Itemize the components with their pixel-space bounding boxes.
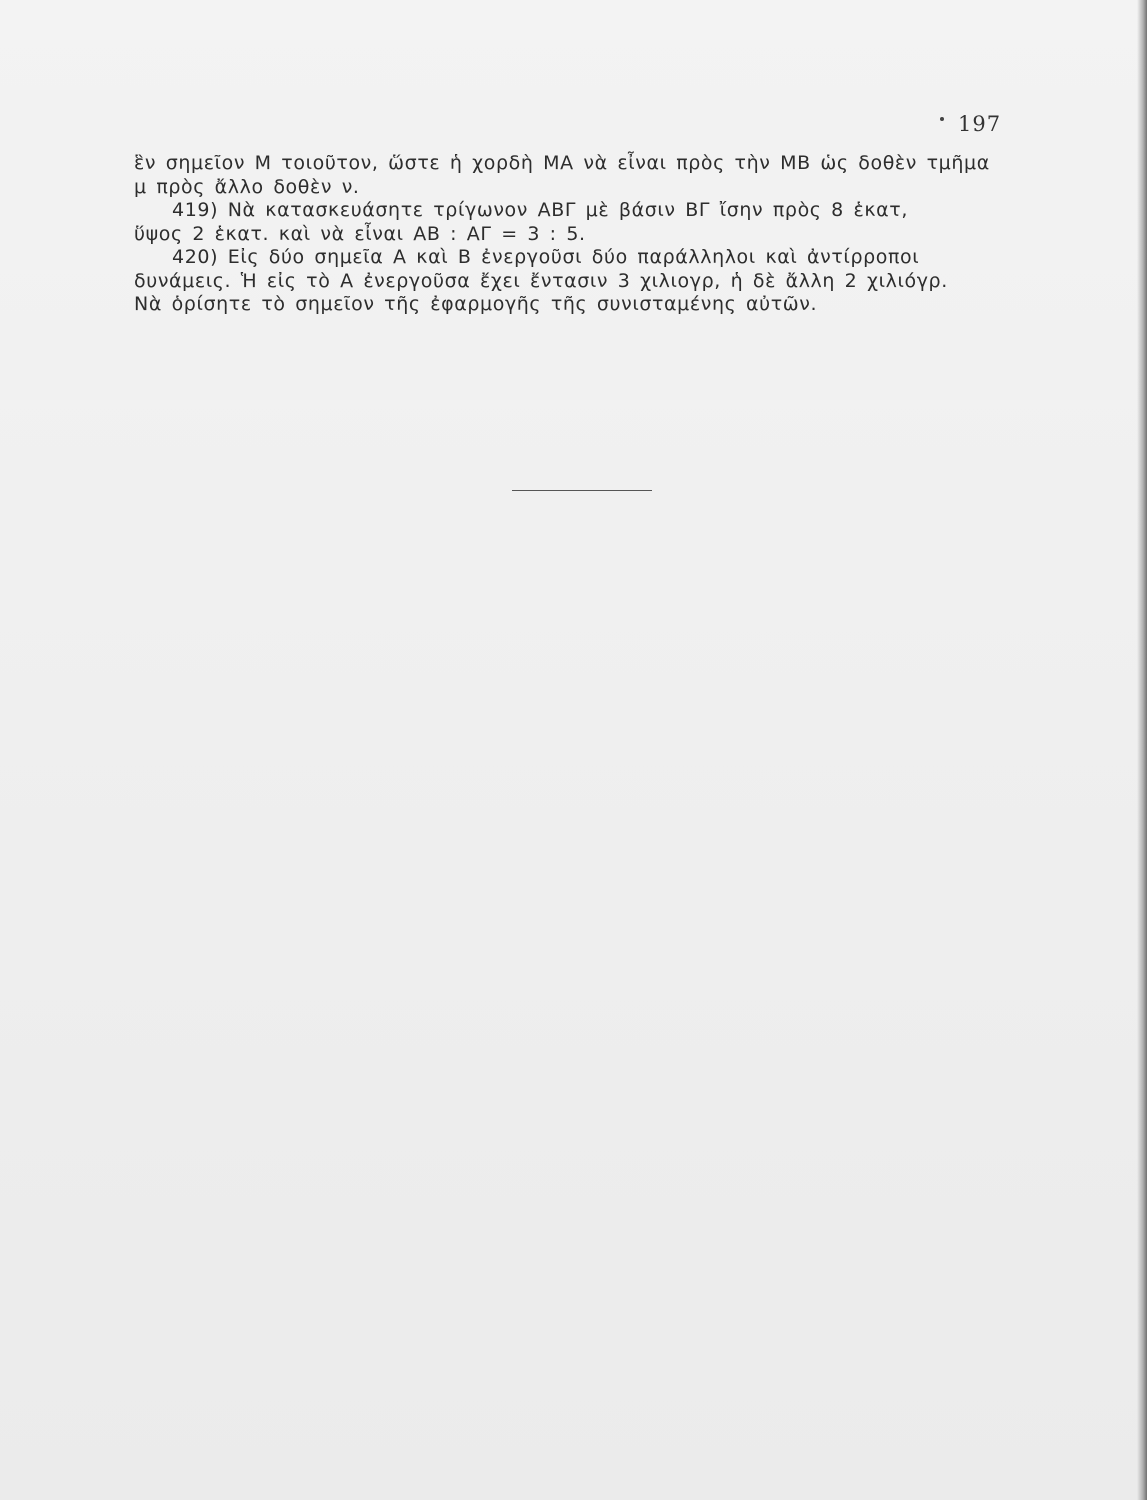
text-line: Νὰ ὁρίσητε τὸ σημεῖον τῆς ἐφαρμογῆς τῆς συνισταμένης αὐτῶν. xyxy=(134,293,818,315)
page-body xyxy=(134,152,1006,317)
page-number: 197 xyxy=(958,112,1002,136)
continuation-paragraph xyxy=(134,152,1006,199)
text-line: ὕψος 2 ἑκατ. καὶ νὰ εἶναι ΑΒ : ΑΓ = 3 : 5. xyxy=(134,222,586,245)
text-line: μ πρὸς ἄλλο δοθὲν ν. xyxy=(134,175,360,198)
exercise-419 xyxy=(134,199,1006,246)
section-divider xyxy=(512,490,652,491)
text-line: ἓν σημεῖον Μ τοιοῦτον, ὥστε ἡ χορδὴ ΜΑ νὰ εἶναι πρὸς τὴν ΜΒ ὡς δοθὲν τμῆμα xyxy=(134,152,990,174)
text-line: δυνάμεις. Ἡ εἰς τὸ Α ἐνεργοῦσα ἔχει ἔντασιν 3 χιλιογρ, ἡ δὲ ἄλλη 2 χιλιόγρ. xyxy=(134,269,948,292)
text-line: 419) Νὰ κατασκευάσητε τρίγωνον ΑΒΓ μὲ βάσιν ΒΓ ἴσην πρὸς 8 ἑκατ, xyxy=(172,199,908,221)
exercise-420 xyxy=(134,246,1006,317)
text-line: 420) Εἰς δύο σημεῖα Α καὶ Β ἐνεργοῦσι δύο παράλληλοι καὶ ἀντίρροποι xyxy=(172,246,920,268)
page-edge-shadow xyxy=(1137,0,1147,1500)
print-speck xyxy=(940,117,944,121)
